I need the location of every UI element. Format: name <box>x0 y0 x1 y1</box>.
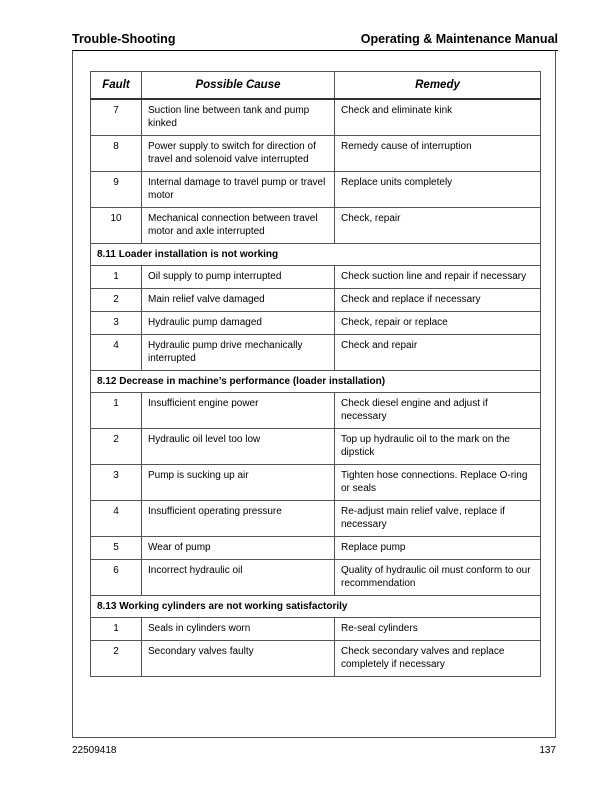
possible-cause: Insufficient operating pressure <box>142 501 335 537</box>
fault-number: 1 <box>91 266 142 289</box>
header-manual-title: Operating & Maintenance Manual <box>360 32 558 46</box>
table-row <box>91 618 541 641</box>
remedy: Check and replace if necessary <box>335 289 541 312</box>
remedy: Check, repair <box>335 208 541 244</box>
section-heading-row <box>91 371 541 393</box>
section-heading: 8.12 Decrease in machine’s performance (loader installation) <box>91 371 541 393</box>
table-row <box>91 335 541 371</box>
table-row <box>91 537 541 560</box>
fault-number: 3 <box>91 465 142 501</box>
troubleshooting-table <box>90 71 541 677</box>
table-row <box>91 429 541 465</box>
possible-cause: Secondary valves faulty <box>142 641 335 677</box>
section-heading-row <box>91 244 541 266</box>
fault-number: 7 <box>91 99 142 136</box>
remedy: Check secondary valves and replace completely if necessary <box>335 641 541 677</box>
remedy: Top up hydraulic oil to the mark on the dipstick <box>335 429 541 465</box>
remedy: Check suction line and repair if necessary <box>335 266 541 289</box>
table-body <box>91 99 541 677</box>
possible-cause: Hydraulic oil level too low <box>142 429 335 465</box>
section-heading-row <box>91 596 541 618</box>
table-row <box>91 641 541 677</box>
table-row <box>91 172 541 208</box>
table-row <box>91 465 541 501</box>
remedy: Check, repair or replace <box>335 312 541 335</box>
fault-number: 2 <box>91 429 142 465</box>
possible-cause: Internal damage to travel pump or travel motor <box>142 172 335 208</box>
possible-cause: Power supply to switch for direction of travel and solenoid valve interrupted <box>142 136 335 172</box>
possible-cause: Suction line between tank and pump kinked <box>142 99 335 136</box>
table-row <box>91 560 541 596</box>
fault-number: 6 <box>91 560 142 596</box>
table-row <box>91 99 541 136</box>
remedy: Check diesel engine and adjust if necessary <box>335 393 541 429</box>
table-row <box>91 312 541 335</box>
table-header-row <box>91 72 541 100</box>
table-row <box>91 501 541 537</box>
table-row <box>91 289 541 312</box>
table-row <box>91 136 541 172</box>
fault-number: 4 <box>91 335 142 371</box>
fault-number: 2 <box>91 641 142 677</box>
page-number: 137 <box>539 745 556 756</box>
possible-cause: Main relief valve damaged <box>142 289 335 312</box>
possible-cause: Hydraulic pump drive mechanically interrupted <box>142 335 335 371</box>
column-header-possible-cause: Possible Cause <box>142 72 335 100</box>
fault-number: 3 <box>91 312 142 335</box>
remedy: Check and repair <box>335 335 541 371</box>
table-row <box>91 208 541 244</box>
possible-cause: Oil supply to pump interrupted <box>142 266 335 289</box>
remedy: Re-seal cylinders <box>335 618 541 641</box>
possible-cause: Seals in cylinders worn <box>142 618 335 641</box>
possible-cause: Wear of pump <box>142 537 335 560</box>
fault-number: 2 <box>91 289 142 312</box>
column-header-fault: Fault <box>91 72 142 100</box>
remedy: Replace units completely <box>335 172 541 208</box>
remedy: Check and eliminate kink <box>335 99 541 136</box>
fault-number: 9 <box>91 172 142 208</box>
table-row <box>91 266 541 289</box>
fault-number: 8 <box>91 136 142 172</box>
remedy: Remedy cause of interruption <box>335 136 541 172</box>
remedy: Re-adjust main relief valve, replace if necessary <box>335 501 541 537</box>
possible-cause: Mechanical connection between travel motor and axle interrupted <box>142 208 335 244</box>
fault-number: 1 <box>91 618 142 641</box>
fault-number: 10 <box>91 208 142 244</box>
possible-cause: Pump is sucking up air <box>142 465 335 501</box>
column-header-remedy: Remedy <box>335 72 541 100</box>
remedy: Quality of hydraulic oil must conform to our recommendation <box>335 560 541 596</box>
document-number: 22509418 <box>72 745 117 756</box>
fault-number: 5 <box>91 537 142 560</box>
header-section-title: Trouble-Shooting <box>72 32 176 46</box>
remedy: Replace pump <box>335 537 541 560</box>
section-heading: 8.11 Loader installation is not working <box>91 244 541 266</box>
possible-cause: Incorrect hydraulic oil <box>142 560 335 596</box>
fault-number: 4 <box>91 501 142 537</box>
possible-cause: Hydraulic pump damaged <box>142 312 335 335</box>
remedy: Tighten hose connections. Replace O-ring or seals <box>335 465 541 501</box>
table-row <box>91 393 541 429</box>
possible-cause: Insufficient engine power <box>142 393 335 429</box>
section-heading: 8.13 Working cylinders are not working satisfactorily <box>91 596 541 618</box>
fault-number: 1 <box>91 393 142 429</box>
